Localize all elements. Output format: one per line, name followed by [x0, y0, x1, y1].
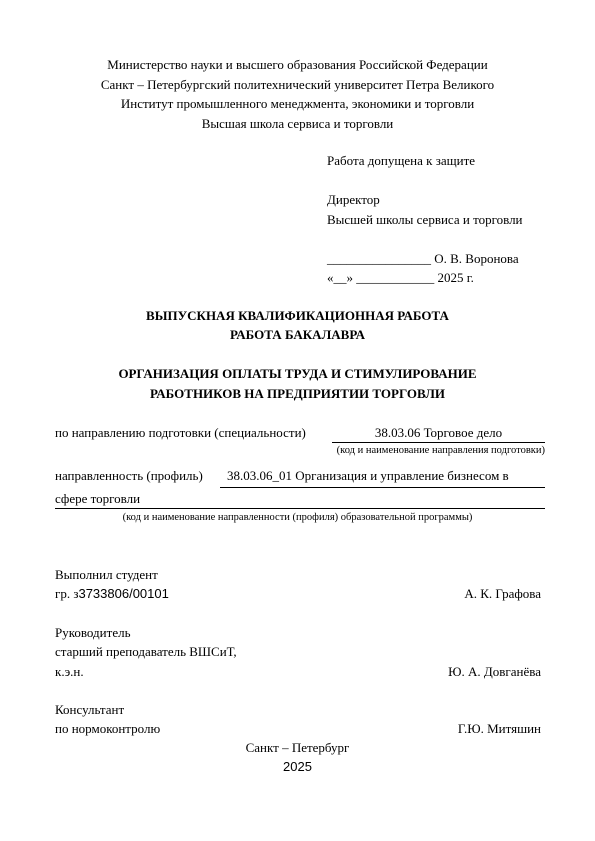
director-role: Директор — [327, 192, 380, 207]
university-line: Санкт – Петербургский политехнический университет Петра Великого — [100, 77, 495, 92]
direction-value: 38.03.06 Торговое дело — [374, 425, 503, 440]
work-subtype-title: РАБОТА БАКАЛАВРА — [230, 327, 365, 342]
approval-date: «__» ____________ 2025 г. — [327, 270, 474, 285]
profile-value-line2: сфере торговли — [55, 491, 141, 506]
supervisor-position: старший преподаватель ВШСиТ, — [55, 644, 237, 659]
profile-underline-2 — [55, 508, 545, 509]
student-group-prefix: гр. з — [55, 586, 79, 601]
profile-underline-1 — [220, 487, 545, 488]
topic-title-line2: РАБОТНИКОВ НА ПРЕДПРИЯТИИ ТОРГОВЛИ — [149, 386, 445, 401]
ministry-line: Министерство науки и высшего образования Российской Федерации — [107, 57, 488, 72]
topic-title-line1: ОРГАНИЗАЦИЯ ОПЛАТЫ ТРУДА И СТИМУЛИРОВАНИЕ — [118, 366, 477, 381]
profile-hint: (код и наименование направленности (профиля) образовательной программы) — [122, 512, 473, 523]
student-name: А. К. Графова — [464, 586, 541, 601]
school-line: Высшая школа сервиса и торговли — [201, 116, 394, 131]
consultant-name: Г.Ю. Митяшин — [457, 721, 541, 736]
supervisor-name: Ю. А. Довганёва — [448, 664, 541, 679]
consultant-area: по нормоконтролю — [55, 721, 161, 736]
supervisor-role: Руководитель — [55, 625, 131, 640]
profile-label: направленность (профиль) — [55, 468, 203, 483]
work-type-title: ВЫПУСКНАЯ КВАЛИФИКАЦИОННАЯ РАБОТА — [146, 308, 449, 323]
director-dept: Высшей школы сервиса и торговли — [327, 212, 523, 227]
supervisor-degree: к.э.н. — [55, 664, 84, 679]
direction-label: по направлению подготовки (специальности) — [55, 425, 306, 440]
profile-value-line1: 38.03.06_01 Организация и управление бизнесом в — [227, 468, 509, 483]
student-group-number: 3733806/00101 — [78, 586, 169, 601]
admission-text: Работа допущена к защите — [327, 153, 476, 168]
direction-underline — [332, 442, 545, 443]
student-role: Выполнил студент — [55, 567, 158, 582]
direction-hint: (код и наименование направления подготовки) — [336, 445, 545, 456]
student-group — [55, 586, 169, 602]
footer-city: Санкт – Петербург — [245, 740, 350, 755]
consultant-role: Консультант — [55, 702, 125, 717]
institute-line: Институт промышленного менеджмента, экономики и торговли — [120, 96, 475, 111]
footer-year: 2025 — [283, 759, 312, 774]
director-signature: ________________ О. В. Воронова — [327, 251, 519, 266]
